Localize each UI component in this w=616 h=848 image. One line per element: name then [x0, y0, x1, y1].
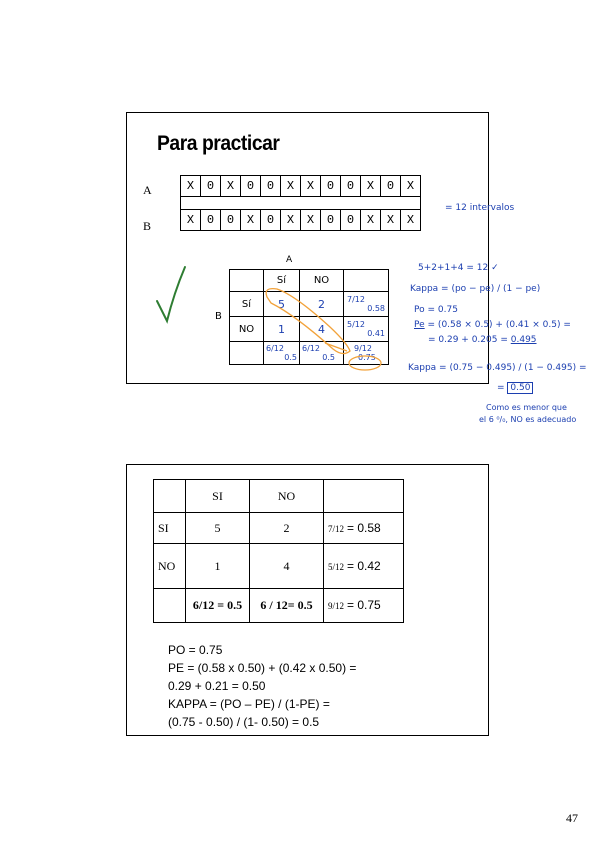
po-note: Po = 0.75 — [414, 305, 458, 315]
sum-note: 5+2+1+4 = 12 ✓ — [418, 263, 499, 273]
seq-cell: 0 — [341, 210, 361, 231]
formula-line: PE = (0.58 x 0.50) + (0.42 x 0.50) = — [168, 661, 357, 675]
cell-si-si: 5 — [186, 513, 250, 544]
row-header-si: SI — [154, 513, 186, 544]
cell-no-si: 1 — [264, 317, 300, 342]
seq-cell: X — [221, 176, 241, 197]
col-total-si: 6/12 0.5 — [264, 342, 300, 365]
cell-si-si: 5 — [264, 292, 300, 317]
seq-cell: 0 — [241, 176, 261, 197]
conclusion-line-1: Como es menor que — [486, 403, 567, 412]
pe-result-note: = 0.29 + 0.205 = 0.495 — [428, 335, 537, 345]
formula-line: KAPPA = (PO – PE) / (1-PE) = — [168, 697, 330, 711]
kappa-calc: Kappa = (0.75 − 0.495) / (1 − 0.495) = — [408, 363, 587, 373]
kappa-result-note: = 0.50 — [497, 383, 533, 393]
seq-cell: X — [381, 210, 401, 231]
kappa-formula: Kappa = (po − pe) / (1 − pe) — [410, 284, 541, 294]
seq-cell: 0 — [221, 210, 241, 231]
contingency-table — [153, 479, 404, 623]
seq-cell: X — [281, 176, 301, 197]
row-total-si: 7/12 = 0.58 — [324, 513, 404, 544]
seq-cell: 0 — [321, 210, 341, 231]
diag-total: 9/12 = 0.75 — [324, 589, 404, 623]
slide-title: Para practicar — [157, 132, 280, 155]
seq-cell: 0 — [381, 176, 401, 197]
cell-no-no: 4 — [300, 317, 344, 342]
cell-si-no: 2 — [250, 513, 324, 544]
kappa-formulas — [168, 641, 356, 731]
col-total-no: 6/12 0.5 — [300, 342, 344, 365]
seq-cell: X — [181, 176, 201, 197]
sequence-row-a — [181, 176, 421, 197]
seq-cell: 0 — [321, 176, 341, 197]
seq-cell: X — [281, 210, 301, 231]
sequence-table — [180, 175, 421, 231]
row-total-no: 5/12 = 0.42 — [324, 544, 404, 589]
table-side-label: B — [215, 311, 222, 322]
row-header-no: NO — [230, 317, 264, 342]
seq-cell: X — [401, 176, 421, 197]
intervals-note: = 12 intervalos — [445, 203, 515, 213]
formula-line: (0.75 - 0.50) / (1- 0.50) = 0.5 — [168, 715, 320, 729]
seq-cell: X — [401, 210, 421, 231]
seq-cell: X — [361, 210, 381, 231]
cell-si-no: 2 — [300, 292, 344, 317]
row-header-no: NO — [154, 544, 186, 589]
col-total-si: 6/12 = 0.5 — [186, 589, 250, 623]
col-header-si: SI — [186, 480, 250, 513]
row-total-no: 5/12 0.41 — [344, 317, 389, 342]
col-header-no: NO — [250, 480, 324, 513]
formula-line: 0.29 + 0.21 = 0.50 — [168, 679, 266, 693]
col-header-si: Sí — [264, 270, 300, 292]
seq-cell: 0 — [201, 176, 221, 197]
page-number: 47 — [566, 811, 578, 825]
conclusion-line-2: el 6 ⁰/₀, NO es adecuado — [479, 415, 577, 424]
diag-total: 9/12 0.75 — [344, 342, 389, 365]
row-b-label: B — [143, 219, 152, 233]
checkmark-icon — [154, 263, 188, 325]
seq-cell: 0 — [201, 210, 221, 231]
pe-note: Pe = (0.58 × 0.5) + (0.41 × 0.5) = — [414, 320, 571, 330]
table-top-label: A — [286, 255, 293, 265]
seq-cell: X — [361, 176, 381, 197]
seq-cell: 0 — [261, 176, 281, 197]
col-header-no: NO — [300, 270, 344, 292]
cell-no-no: 4 — [250, 544, 324, 589]
col-total-no: 6 / 12= 0.5 — [250, 589, 324, 623]
sequence-row-b — [181, 210, 421, 231]
cell-no-si: 1 — [186, 544, 250, 589]
diagonal-highlight — [255, 285, 385, 375]
seq-cell: X — [241, 210, 261, 231]
seq-cell: 0 — [261, 210, 281, 231]
row-a-label: A — [143, 183, 152, 197]
seq-cell: X — [301, 210, 321, 231]
row-total-si: 7/12 0.58 — [344, 292, 389, 317]
row-header-si: Sí — [230, 292, 264, 317]
seq-cell: X — [301, 176, 321, 197]
formula-line: PO = 0.75 — [168, 643, 223, 657]
seq-cell: 0 — [341, 176, 361, 197]
seq-cell: X — [181, 210, 201, 231]
